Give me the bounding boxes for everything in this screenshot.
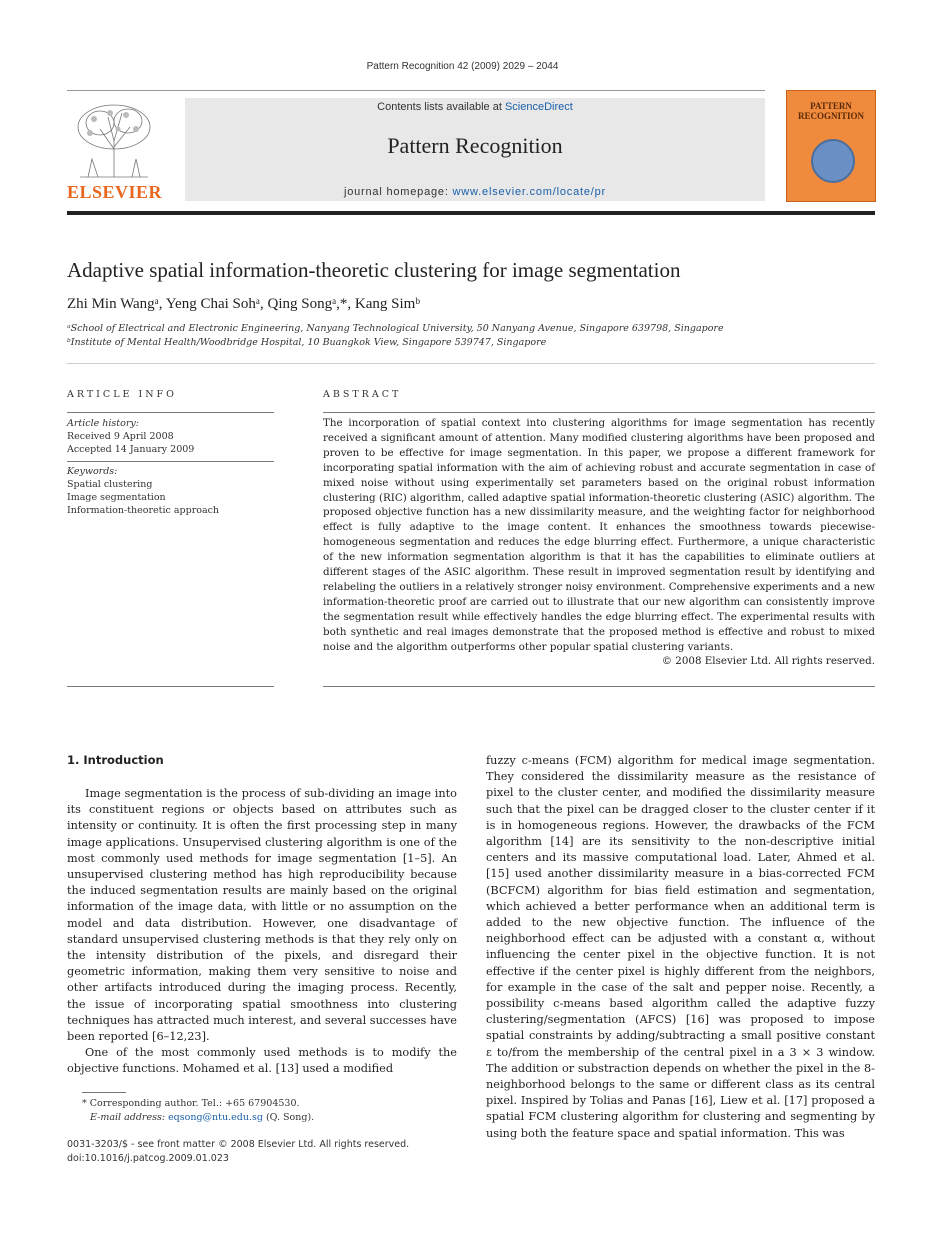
elsevier-tree-icon	[70, 99, 158, 179]
contents-prefix: Contents lists available at	[377, 101, 505, 113]
footnote-rule	[82, 1092, 126, 1093]
email-suffix: (Q. Song).	[262, 1112, 315, 1123]
right-column	[486, 753, 875, 1142]
running-head: Pattern Recognition 42 (2009) 2029 – 2044	[366, 61, 559, 72]
header-rule	[67, 90, 765, 91]
keyword: Spatial clustering	[67, 479, 153, 490]
corresponding-author-note: * Corresponding author. Tel.: +65 67904530.	[82, 1098, 300, 1109]
homepage-prefix: journal homepage:	[343, 186, 453, 198]
accepted-date: Accepted 14 January 2009	[67, 444, 195, 455]
email-link[interactable]: eqsong@ntu.edu.sg	[168, 1112, 263, 1123]
keyword: Information-theoretic approach	[67, 505, 220, 516]
affiliation-a: ᵃSchool of Electrical and Electronic Engineering, Nanyang Technological University, 50 Nanyang Avenue, Singapore 639798, Singapore	[67, 323, 724, 334]
keywords-block	[67, 465, 274, 517]
article-info-heading: ARTICLE INFO	[67, 389, 177, 400]
paper-title: Adaptive spatial information-theoretic clustering for image segmentation	[67, 258, 681, 282]
elsevier-logo	[67, 99, 161, 203]
abstract-copyright: © 2008 Elsevier Ltd. All rights reserved.	[661, 655, 875, 667]
abstract-text: The incorporation of spatial context into clustering algorithms for image segmentation has recently received a significant amount of attention. Many modified clustering algorithms have been proposed and proven to be effective for image segmentation. In this paper, we propose a different framework for incorporating spatial information with the aim of achieving robust and accurate segmentation in case of mixed noise without using experimentally set parameters based on the original robust information clustering (RIC) algorithm, called adaptive spatial information-theoretic clustering (ASIC) algorithm. The proposed objective function has a new dissimilarity measure, and the weighting factor for neighborhood effect is fully adaptive to the image content. It enhances the smoothness towards piecewise-homogeneous segmentation and reduces the edge blurring effect. Furthermore, a unique characteristic of the new information segmentation algorithm is that it has the capabilities to eliminate outliers at different stages of the ASIC algorithm. These result in improved segmentation result by identifying and relabeling the outliers in a relatively stronger noisy environment. Comprehensive experiments and a new information-theoretic proof are carried out to illustrate that our new algorithm can consistently improve the segmentation result while effectively handles the edge blurring effect. The experimental results with both synthetic and real images demonstrate that the proposed method is effective and robust to mixed noise and the algorithm outperforms other popular spatial clustering variants.	[323, 417, 875, 653]
abstract-bottom-rule	[323, 686, 875, 687]
sciencedirect-link[interactable]: ScienceDirect	[504, 101, 573, 113]
intro-paragraph-1: Image segmentation is the process of sub-dividing an image into its constituent regions or objects based on attributes such as intensity or continuity. It is often the first processing step in many image applications. Unsupervised clustering algorithm is one of the most commonly used methods for image segmentation [1–5]. An unsupervised clustering method has high reproducibility because the induced segmentation results are mainly based on the original information of the image data, with little or no assumption on the model and data distribution. However, one disadvantage of standard unsupervised clustering methods is that they rely only on the intensity distribution of the pixels, and disregard their geometric information, making them very sensitive to noise and other artifacts introduced during the imaging process. Recently, the issue of incorporating spatial smoothness into clustering techniques has attracted much interest, and several successes have been reported [6–12,23].	[67, 787, 457, 1044]
affiliation-rule	[67, 363, 875, 364]
homepage-link[interactable]: www.elsevier.com/locate/pr	[452, 186, 607, 198]
article-info-rule	[67, 412, 274, 413]
left-column	[67, 786, 457, 1078]
journal-title: Pattern Recognition	[387, 133, 563, 158]
received-date: Received 9 April 2008	[67, 431, 174, 442]
keyword: Image segmentation	[67, 492, 166, 503]
section-heading: 1. Introduction	[67, 753, 164, 767]
doi-line: doi:10.1016/j.patcog.2009.01.023	[67, 1153, 229, 1164]
abstract-heading: ABSTRACT	[323, 389, 402, 400]
contents-line	[185, 101, 765, 113]
affiliation-b: ᵇInstitute of Mental Health/Woodbridge Hospital, 10 Buangkok View, Singapore 539747, Singapore	[67, 337, 547, 348]
abstract-rule	[323, 412, 875, 413]
issn-line: 0031-3203/$ - see front matter © 2008 Elsevier Ltd. All rights reserved.	[67, 1139, 410, 1150]
history-label: Article history:	[67, 418, 139, 429]
article-history	[67, 417, 274, 456]
keywords-label: Keywords:	[67, 466, 118, 477]
journal-homepage	[185, 186, 765, 198]
email-label: E-mail address:	[90, 1112, 169, 1123]
author-list: Zhi Min Wangᵃ, Yeng Chai Sohᵃ, Qing Songᵃ,*, Kang Simᵇ	[67, 296, 420, 312]
keywords-rule	[67, 461, 274, 462]
email-note	[90, 1112, 470, 1123]
elsevier-wordmark: ELSEVIER	[67, 182, 163, 202]
cover-emblem-icon	[811, 139, 855, 183]
masthead-rule	[67, 211, 875, 215]
cover-title: PATTERN RECOGNITION	[797, 101, 864, 121]
intro-paragraph-2: One of the most commonly used methods is to modify the objective functions. Mohamed et al. [13] used a modified	[67, 1046, 457, 1076]
journal-cover	[786, 90, 876, 202]
intro-paragraph-3: fuzzy c-means (FCM) algorithm for medical image segmentation. They considered the dissimilarity measure as the resistance of pixel to the cluster center, and modified the dissimilarity measure such that the pixel can be dragged closer to the cluster center if it is in homogeneous regions. However, the drawbacks of the FCM algorithm [14] are its sensitivity to the non-descriptive initial centers and its massive computational load. Later, Ahmed et al. [15] used another dissimilarity measure in a bias-corrected FCM (BCFCM) algorithm for bias field estimation and segmentation, which achieved a better performance when an additional term is added to the new objective function. The influence of the neighborhood effect can be adjusted with a constant α, without influencing the center pixel in the objective function. It is not effective if the center pixel is highly different from the neighbors, for example in the case of the salt and pepper noise. Recently, a possibility c-means based algorithm called the adaptive fuzzy clustering/segmentation (AFCS) [16] was proposed to impose spatial constraints by adding/subtracting a small positive constant ε to/from the membership of the central pixel in a 3 × 3 window. The addition or substraction depends on whether the pixel in the 8-neighborhood belongs to the same or different class as its central pixel. Inspired by Tolias and Panas [16], Liew et al. [17] proposed a spatial FCM clustering algorithm for clustering and segmenting by using both the feature space and spatial information. This was	[486, 754, 875, 1140]
article-info-bottom-rule	[67, 686, 274, 687]
